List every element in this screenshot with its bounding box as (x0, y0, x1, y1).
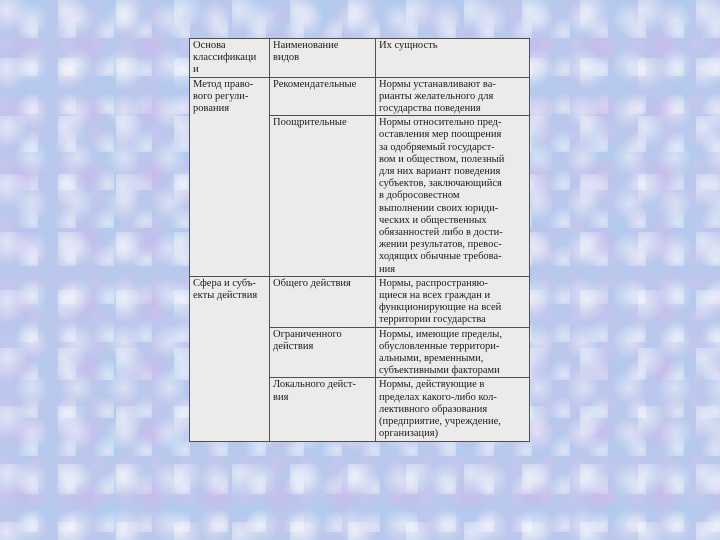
table-header-row (190, 39, 530, 78)
header-basis: Основа классификаци и (190, 39, 270, 78)
basis-cell-scope-subjects: Сфера и субъ- екты действия (190, 276, 270, 441)
classification-table (189, 38, 530, 442)
essence-cell: Нормы относительно пред- оставления мер поощрения за одобряемый государст- вом и обществом, полезный для них вариант поведения субъектов, заключающийся в добросовестном выполнении своих юриди- ческих и общественных обязанностей либо в дости- жении результатов, превос- ходящих обычные требова- ния (376, 116, 530, 277)
table-row (190, 77, 530, 116)
type-cell: Рекомендательные (270, 77, 376, 116)
essence-cell: Нормы, действующие в пределах какого-либо кол- лективного образования (предприятие, учреждение, организация) (376, 378, 530, 441)
essence-cell: Нормы устанавливают ва- рианты желательного для государства поведения (376, 77, 530, 116)
essence-cell: Нормы, распространяю- щиеся на всех граждан и функционирующие на всей территории государства (376, 276, 530, 327)
essence-cell: Нормы, имеющие пределы, обусловленные территори- альными, временными, субъективными факторами (376, 327, 530, 378)
basis-cell-regulation-method: Метод право- вого регули- рования (190, 77, 270, 276)
header-type-name: Наименование видов (270, 39, 376, 78)
type-cell: Ограниченного действия (270, 327, 376, 378)
header-essence: Их сущность (376, 39, 530, 78)
type-cell: Общего действия (270, 276, 376, 327)
type-cell: Поощрительные (270, 116, 376, 277)
table-row (190, 276, 530, 327)
type-cell: Локального дейст- вия (270, 378, 376, 441)
